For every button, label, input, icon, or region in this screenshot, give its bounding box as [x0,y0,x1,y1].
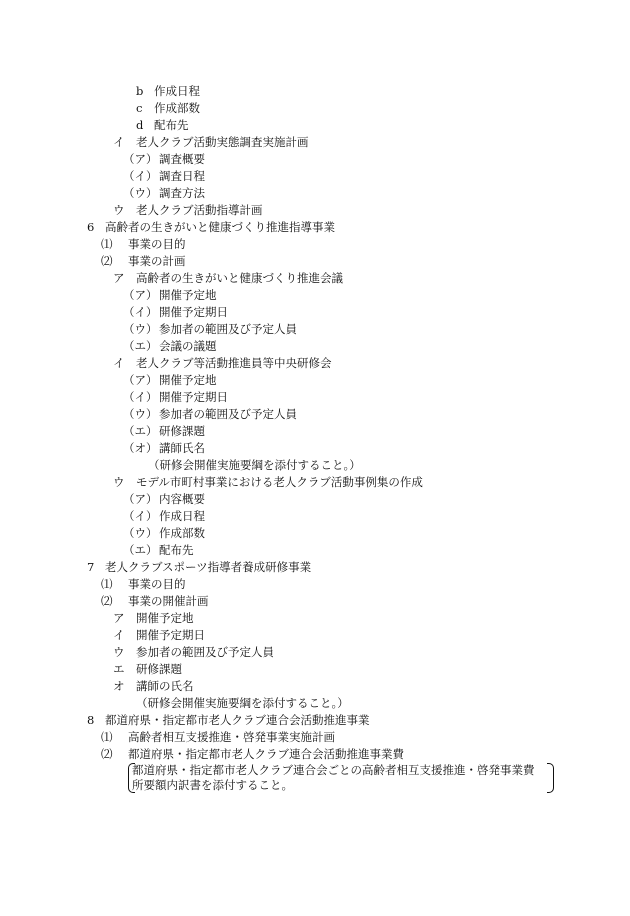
note-text [148,457,361,473]
item-text: 開催予定地 [136,611,194,625]
item-text: 内容概要 [159,492,205,506]
list-item [113,610,194,626]
item-text: 開催予定地 [159,373,217,387]
item-text: 事業の計画 [128,254,186,268]
list-item [123,525,205,541]
list-item [101,593,209,609]
item-text: 作成日程 [154,84,200,98]
item-marker: エ [113,662,125,676]
item-text: 講師の氏名 [136,679,194,693]
note-text [136,695,349,711]
item-marker: ⑴ [101,577,113,591]
item-text: 調査概要 [159,152,205,166]
item-marker: （ウ） [123,186,158,200]
item-marker: （イ） [123,169,158,183]
item-marker: （イ） [123,305,158,319]
item-text: 老人クラブ等活動推進員等中央研修会 [136,356,332,370]
item-text: 作成日程 [159,509,205,523]
item-text: 都道府県・指定都市老人クラブ連合会活動推進事業 [105,713,370,727]
list-item [101,236,186,252]
section-heading [87,559,311,575]
list-item [123,185,205,201]
item-text: 研修課題 [159,424,205,438]
item-text: 作成部数 [154,101,200,115]
list-item [123,151,205,167]
item-marker: オ [113,679,125,693]
list-item [136,100,200,116]
item-text: 参加者の範囲及び予定人員 [136,645,274,659]
item-marker: （ウ） [123,322,158,336]
item-marker: ウ [113,645,125,659]
item-marker: （ア） [123,288,158,302]
item-text: 講師氏名 [159,441,205,455]
item-marker: ⑵ [101,594,113,608]
item-text: 作成部数 [159,526,205,540]
item-marker: ⑵ [101,747,113,761]
item-text: 調査日程 [159,169,205,183]
list-item [123,508,205,524]
list-item [123,491,205,507]
item-text: 開催予定期日 [159,390,228,404]
item-text: 老人クラブ活動実態調査実施計画 [136,135,309,149]
list-item [113,678,194,694]
list-item [123,168,205,184]
item-marker: d [136,118,144,132]
item-text: 高齢者相互支援推進・啓発事業実施計画 [128,730,335,744]
list-item [101,746,404,762]
item-text: 配布先 [159,543,194,557]
item-marker: ウ [113,203,125,217]
item-text: 配布先 [154,118,189,132]
item-text: 会議の議題 [159,339,217,353]
list-item [123,372,217,388]
item-marker: （イ） [123,390,158,404]
item-marker: 8 [87,713,95,727]
list-item [123,542,194,558]
item-text: 開催予定期日 [159,305,228,319]
item-marker: （ア） [123,152,158,166]
item-text: 高齢者の生きがいと健康づくり推進会議 [136,271,343,285]
list-item [113,355,332,371]
list-item [123,321,297,337]
item-marker: イ [113,356,125,370]
item-marker: （エ） [123,543,158,557]
note-line-1: 都道府県・指定都市老人クラブ連合会ごとの高齢者相互支援推進・啓発事業費 [132,763,535,777]
list-item [101,253,186,269]
list-item [123,406,297,422]
item-text: 老人クラブスポーツ指導者養成研修事業 [105,560,312,574]
list-item [113,661,182,677]
item-text: 事業の開催計画 [128,594,209,608]
item-marker: （オ） [123,441,158,455]
item-text: 参加者の範囲及び予定人員 [159,322,297,336]
item-marker: イ [113,628,125,642]
item-text: 開催予定期日 [136,628,205,642]
list-item [113,134,309,150]
item-marker: b [136,84,144,98]
item-marker: ア [113,271,125,285]
item-marker: ウ [113,475,125,489]
list-item [123,423,205,439]
item-marker: （ウ） [123,526,158,540]
list-item [136,117,189,133]
item-text: 事業の目的 [128,577,186,591]
item-marker: ⑵ [101,254,113,268]
item-marker: ⑴ [101,237,113,251]
item-marker: ア [113,611,125,625]
item-text: 事業の目的 [128,237,186,251]
item-marker: 6 [87,220,95,234]
list-item [123,440,205,456]
item-marker: （エ） [123,424,158,438]
list-item [123,287,217,303]
list-item [123,304,228,320]
section-heading [87,219,335,235]
list-item [123,338,217,354]
list-item [136,83,200,99]
list-item [113,474,423,490]
item-text: モデル市町村事業における老人クラブ活動事例集の作成 [136,475,423,489]
item-marker: （ア） [123,492,158,506]
item-text: （研修会開催実施要綱を添付すること。） [136,696,349,710]
bracketed-note [128,763,554,793]
list-item [113,202,263,218]
item-text: 老人クラブ活動指導計画 [136,203,263,217]
note-line-2: 所要額内訳書を添付すること。 [132,778,293,792]
item-marker: ⑴ [101,730,113,744]
item-text: 都道府県・指定都市老人クラブ連合会活動推進事業費 [128,747,404,761]
list-item [123,389,228,405]
item-text: 調査方法 [159,186,205,200]
item-marker: イ [113,135,125,149]
list-item [101,576,186,592]
item-marker: 7 [87,560,95,574]
list-item [113,644,274,660]
item-marker: （エ） [123,339,158,353]
item-text: 高齢者の生きがいと健康づくり推進指導事業 [105,220,335,234]
item-marker: （ア） [123,373,158,387]
item-text: 研修課題 [136,662,182,676]
section-heading [87,712,370,728]
list-item [113,270,343,286]
list-item [101,729,335,745]
item-text: 参加者の範囲及び予定人員 [159,407,297,421]
item-text: 開催予定地 [159,288,217,302]
right-bracket [547,763,554,793]
item-marker: （ウ） [123,407,158,421]
item-marker: c [136,101,143,115]
list-item [113,627,205,643]
item-marker: （イ） [123,509,158,523]
item-text: （研修会開催実施要綱を添付すること。） [148,458,361,472]
